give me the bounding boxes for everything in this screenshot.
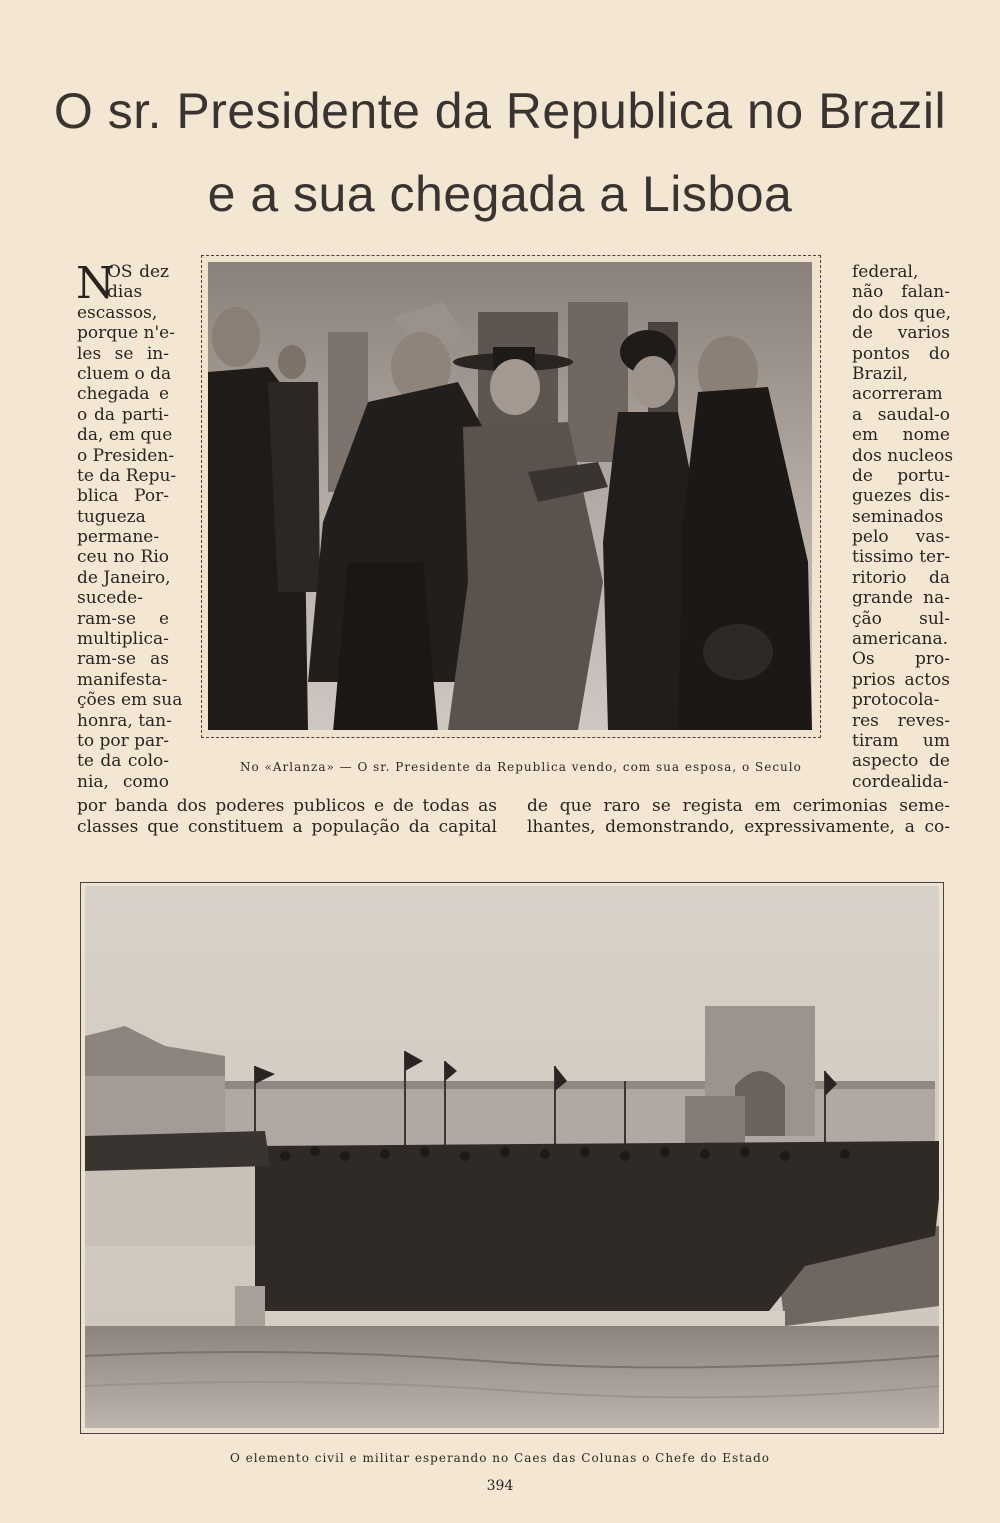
text-line: Os pro- [852,649,950,670]
text-line: de varios [852,323,950,344]
text-line: OS dez [107,262,169,282]
text-line: chegada e [77,384,169,405]
text-line: sucede- [77,588,143,609]
headline-line-2: e a sua chegada a Lisboa [207,166,793,222]
text-line: de Janeiro, [77,567,171,588]
text-line: não falan- [852,282,950,303]
text-line: to por par- [77,730,170,751]
text-line: nia, como [77,771,169,792]
text-line: escassos, [77,302,158,323]
text-line: porque n'e- [77,323,175,344]
text-line: o da parti- [77,404,169,425]
text-line: de portu- [852,465,950,486]
text-line: o Presiden- [77,445,175,466]
text-line: ção sul- [852,608,950,629]
text-line: grande na- [852,588,950,609]
text-line: dias [107,282,143,303]
text-line: ram-se as [77,649,169,670]
text-line: protocola- [852,690,940,711]
text-line: tissimo ter- [852,547,950,568]
text-line: manifesta- [77,669,168,690]
text-line: cordealida- [852,771,949,792]
photo-caes-das-colunas [85,886,939,1428]
text-line: ritorio da [852,567,950,588]
right-text-column [852,262,954,792]
text-line: permane- [77,527,160,548]
text-line: res reves- [852,710,950,731]
text-line: lhantes, demonstrando, expressivamente, a co- [527,817,950,837]
photo-arlanza [208,262,812,730]
text-line: por banda dos poderes publicos e de todas as [77,796,497,816]
text-line: da, em que [77,425,173,446]
text-line: guezes dis- [852,486,950,507]
text-line: prios actos [852,669,950,690]
text-line: federal, [852,262,919,282]
left-text-column [76,258,183,792]
text-line: Brazil, [852,363,908,384]
text-line: tugueza [77,506,146,527]
text-line: multiplica- [77,629,169,650]
text-line: do dos que, [852,302,952,323]
text-line: tiram um [852,730,950,751]
text-line: acorreram [852,384,943,405]
text-line: pelo vas- [852,527,950,548]
drop-cap: N [76,258,115,309]
text-line: blica Por- [77,486,169,507]
text-line: ceu no Rio [77,547,169,568]
text-line: pontos do [852,343,950,364]
text-line: americana. [852,629,949,650]
text-line: aspecto de [852,751,950,772]
text-line: te da colo- [77,751,169,772]
page-number: 394 [486,1478,514,1494]
text-line: dos nucleos [852,445,954,466]
text-line: te da Repu- [77,465,177,486]
text-line: ções em sua [77,690,183,711]
text-line: les se in- [77,343,169,364]
text-line: de que raro se regista em cerimonias seme- [527,796,950,816]
text-line: a saudal-o [852,404,950,425]
text-line: em nome [852,425,950,446]
text-line: ram-se e [77,608,169,629]
text-line: seminados [852,506,944,527]
text-line: classes que constituem a população da capital [77,817,497,837]
text-line: cluem o da [77,363,172,384]
photo-arlanza-frame [201,255,821,738]
headline-line-1: O sr. Presidente da Republica no Brazil [53,83,947,139]
photo-caes-das-colunas-frame [80,882,944,1434]
photo-arlanza-caption: No «Arlanza» — O sr. Presidente da Republica vendo, com sua esposa, o Seculo [240,760,802,774]
photo-caes-caption: O elemento civil e militar esperando no Caes das Colunas o Chefe do Estado [229,1451,771,1465]
text-line: honra, tan- [77,710,172,731]
